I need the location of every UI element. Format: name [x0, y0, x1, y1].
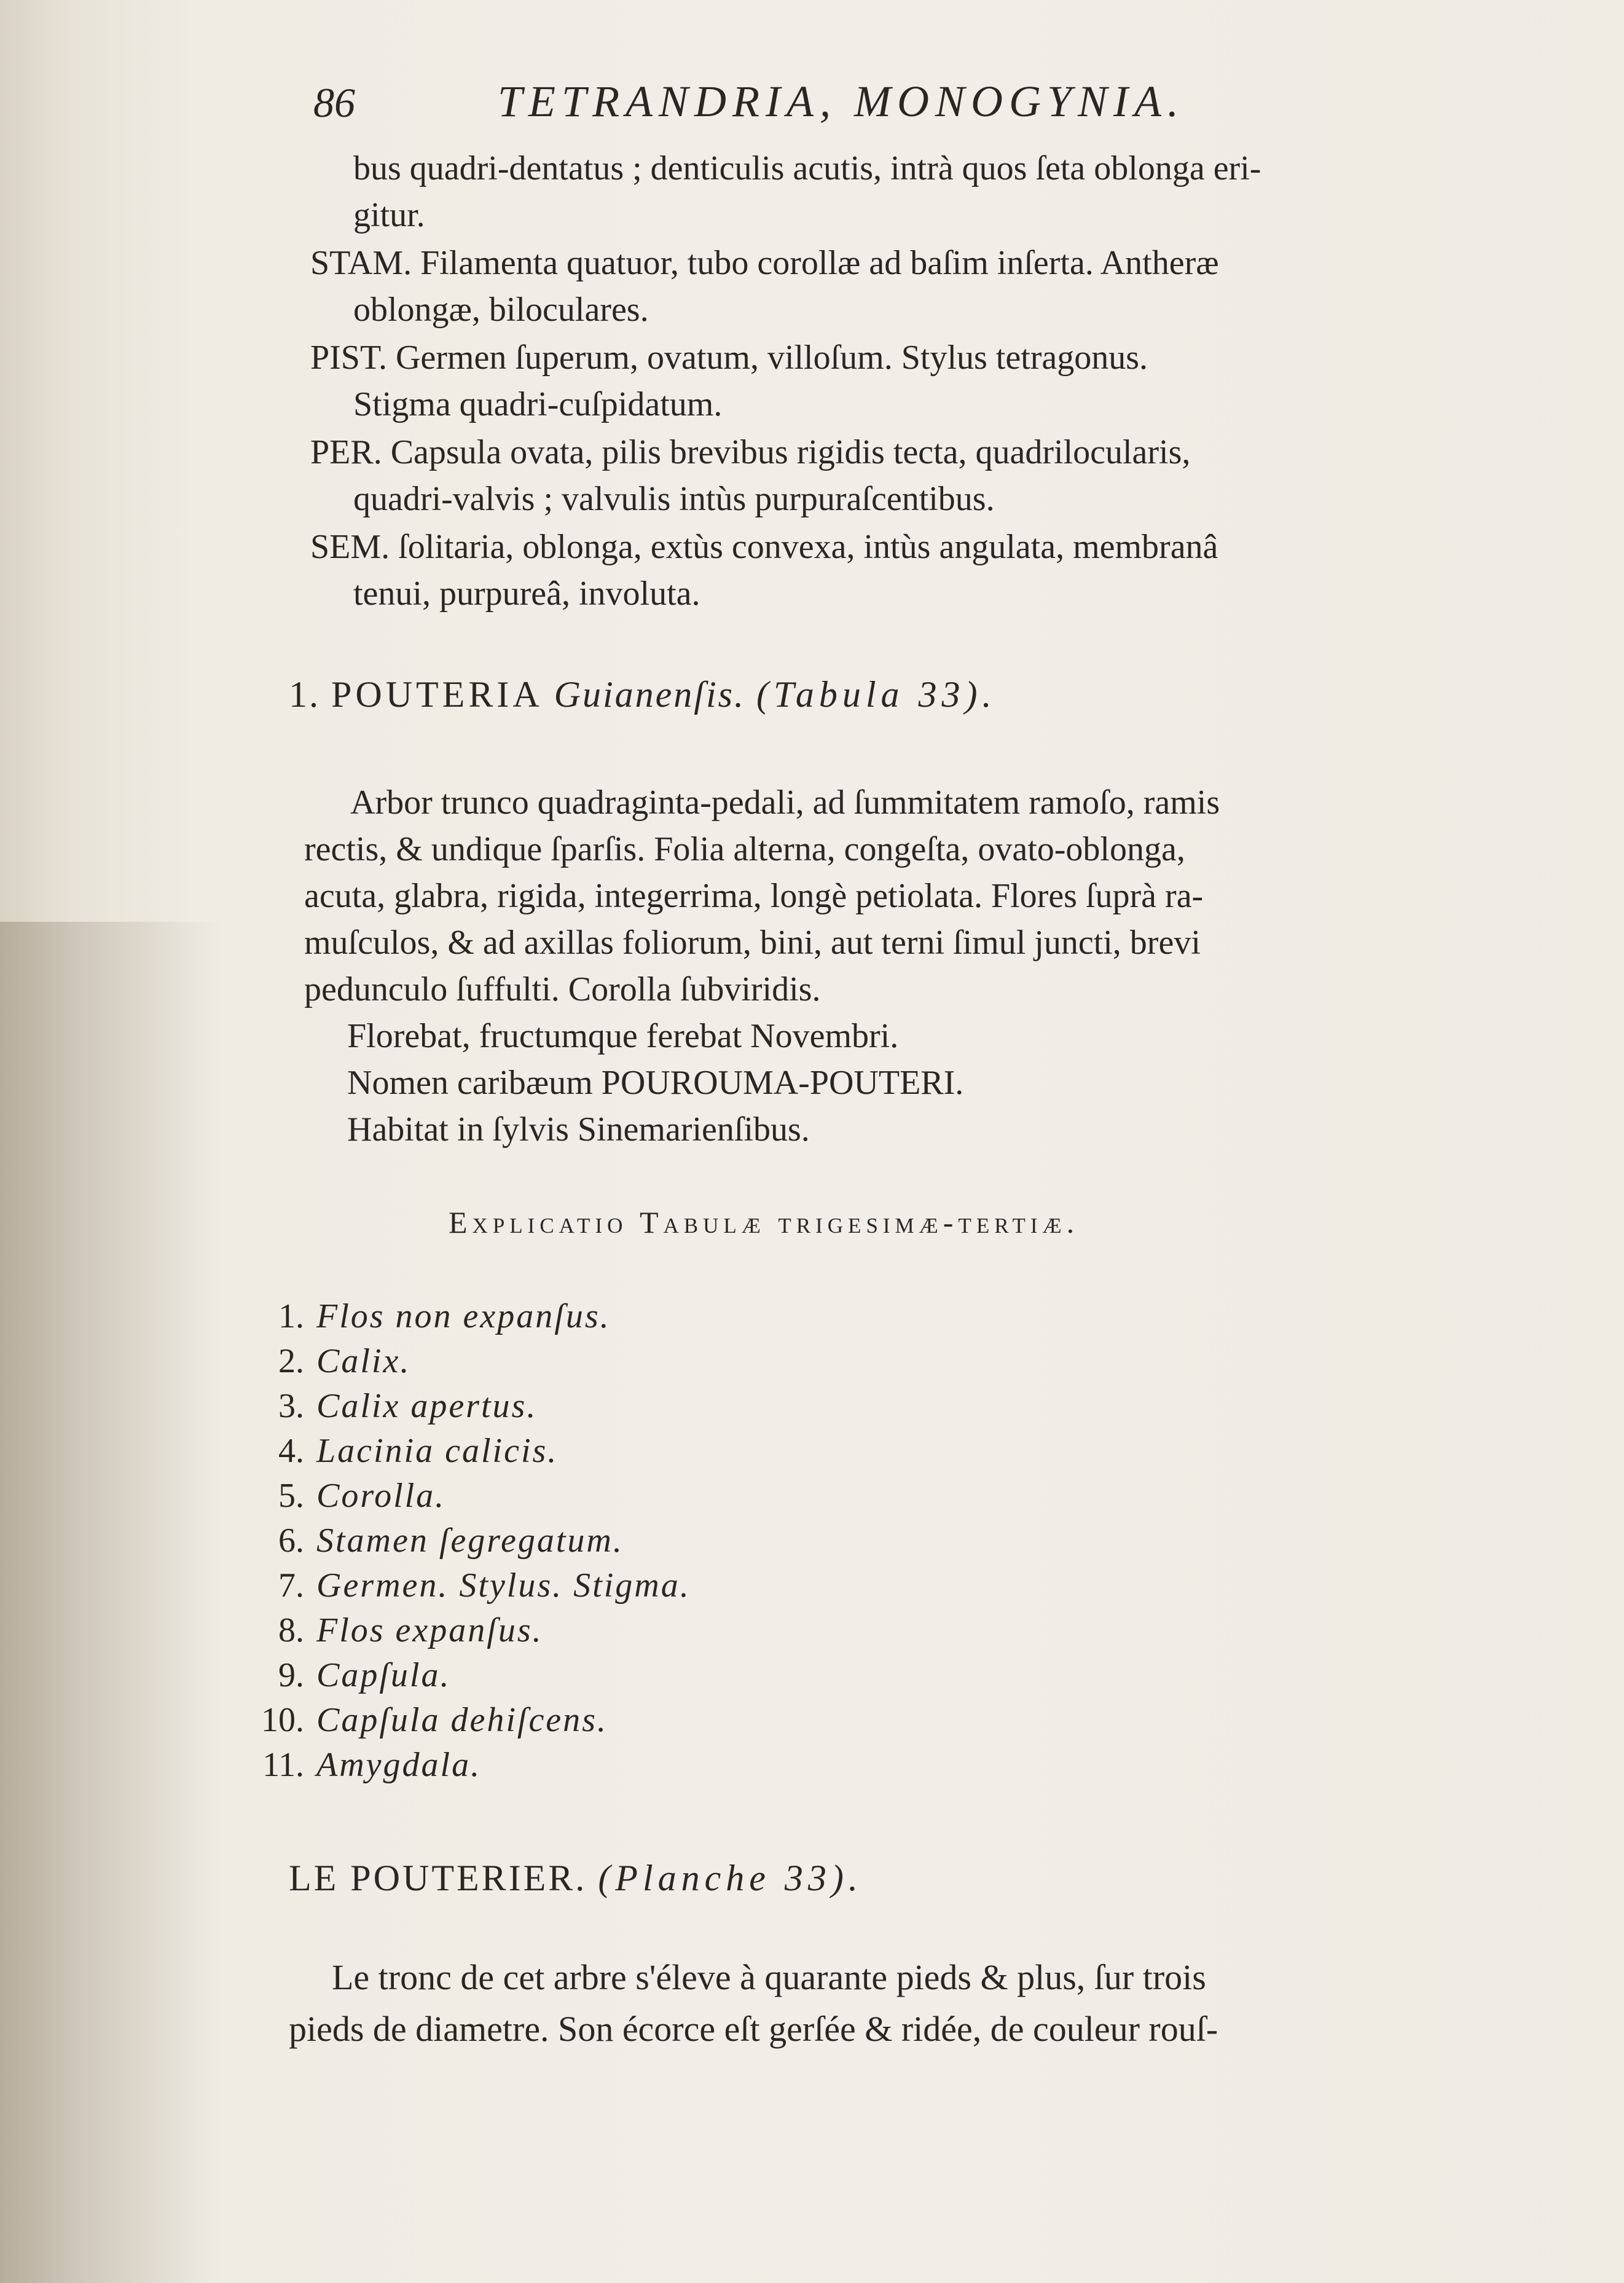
- explicatio-item-7: [246, 1566, 691, 1605]
- french-title: LE POUTERIER.: [289, 1858, 587, 1898]
- explicatio-item-number: 2.: [278, 1342, 304, 1380]
- explicatio-item-text: Calix apertus.: [316, 1387, 538, 1425]
- intro-line-7: PER. Capsula ovata, pilis brevibus rigidis tecta, quadrilocularis,: [310, 433, 1191, 471]
- description-line-3: acuta, glabra, rigida, integerrima, longè petiolata. Flores ſuprà ra-: [304, 877, 1204, 915]
- species-tabula: (Tabula 33).: [756, 674, 997, 715]
- intro-line-5: PIST. Germen ſuperum, ovatum, villoſum. Stylus tetragonus.: [310, 339, 1148, 377]
- explicatio-item-text: Flos expanſus.: [316, 1611, 543, 1649]
- description-line-4: muſculos, & ad axillas foliorum, bini, aut terni ſimul juncti, brevi: [304, 924, 1201, 962]
- explicatio-item-text: Lacinia calicis.: [316, 1432, 559, 1470]
- intro-line-8: quadri-valvis ; valvulis intùs purpuraſcentibus.: [353, 480, 995, 518]
- description-line-5: pedunculo ſuffulti. Corolla ſubviridis.: [304, 970, 821, 1008]
- explicatio-item-10: [246, 1700, 608, 1740]
- species-epithet: Guianenſis.: [554, 674, 745, 715]
- species-number: 1.: [289, 674, 320, 715]
- french-line-1: Le tronc de cet arbre s'éleve à quarante pieds & plus, ſur trois: [332, 1957, 1206, 1997]
- explicatio-item-text: Germen. Stylus. Stigma.: [316, 1566, 691, 1605]
- explicatio-item-text: Flos non expanſus.: [316, 1297, 611, 1335]
- french-heading: [289, 1857, 863, 1900]
- intro-line-2: gitur.: [353, 196, 425, 234]
- intro-line-9: SEM. ſolitaria, oblonga, extùs convexa, intùs angulata, membranâ: [310, 528, 1218, 566]
- intro-line-6: Stigma quadri-cuſpidatum.: [353, 385, 723, 423]
- explicatio-item-number: 10.: [261, 1701, 304, 1739]
- explicatio-item-4: [246, 1431, 558, 1471]
- explicatio-item-text: Corolla.: [316, 1477, 446, 1515]
- explicatio-item-8: [246, 1611, 543, 1650]
- page-number: 86: [313, 79, 355, 126]
- description-line-2: rectis, & undique ſparſis. Folia alterna, congeſta, ovato-oblonga,: [304, 830, 1185, 868]
- intro-line-1: bus quadri-dentatus ; denticulis acutis, intrà quos ſeta oblonga eri-: [353, 149, 1261, 187]
- explicatio-item-number: 9.: [278, 1656, 304, 1694]
- explicatio-item-9: [246, 1656, 450, 1695]
- explicatio-item-number: 8.: [278, 1611, 304, 1649]
- intro-line-3: STAM. Filamenta quatuor, tubo corollæ ad baſim inſerta. Antheræ: [310, 244, 1219, 282]
- intro-line-10: tenui, purpureâ, involuta.: [353, 575, 700, 613]
- french-line-2: pieds de diametre. Son écorce eſt gerſée & ridée, de couleur rouſ-: [289, 2009, 1218, 2049]
- description-line-1: Arbor trunco quadraginta-pedali, ad ſummitatem ramoſo, ramis: [350, 784, 1220, 822]
- explicatio-item-text: Capſula dehiſcens.: [316, 1701, 608, 1739]
- explicatio-item-11: [246, 1745, 481, 1785]
- intro-line-4: oblongæ, biloculares.: [353, 291, 649, 329]
- explicatio-item-text: Amygdala.: [316, 1746, 482, 1784]
- species-genus: POUTERIA: [331, 674, 543, 715]
- explicatio-item-number: 5.: [278, 1477, 304, 1515]
- description-line-8: Habitat in ſylvis Sinemarienſibus.: [347, 1110, 810, 1149]
- explicatio-item-number: 1.: [278, 1297, 304, 1335]
- description-line-6: Florebat, fructumque ferebat Novembri.: [347, 1017, 899, 1055]
- explicatio-item-5: [246, 1476, 445, 1515]
- explicatio-item-3: [246, 1386, 537, 1426]
- explicatio-item-number: 11.: [262, 1746, 304, 1784]
- french-planche: (Planche 33).: [598, 1858, 863, 1898]
- explicatio-title: Explicatio Tabulæ trigesimæ-tertiæ.: [449, 1205, 1080, 1240]
- page-shadow: [0, 922, 221, 2283]
- explicatio-item-2: [246, 1342, 410, 1381]
- species-heading: [289, 674, 997, 716]
- running-title: TETRANDRIA, MONOGYNIA.: [498, 77, 1185, 126]
- explicatio-item-1: [246, 1297, 611, 1336]
- explicatio-item-number: 3.: [278, 1387, 304, 1425]
- explicatio-item-number: 7.: [278, 1566, 304, 1605]
- explicatio-item-6: [246, 1521, 624, 1560]
- explicatio-item-text: Calix.: [316, 1342, 411, 1380]
- explicatio-item-number: 6.: [278, 1522, 304, 1560]
- explicatio-item-text: Capſula.: [316, 1656, 451, 1694]
- explicatio-item-text: Stamen ſegregatum.: [316, 1522, 624, 1560]
- explicatio-item-number: 4.: [278, 1432, 304, 1470]
- description-line-7: Nomen caribæum POUROUMA-POUTERI.: [347, 1064, 964, 1102]
